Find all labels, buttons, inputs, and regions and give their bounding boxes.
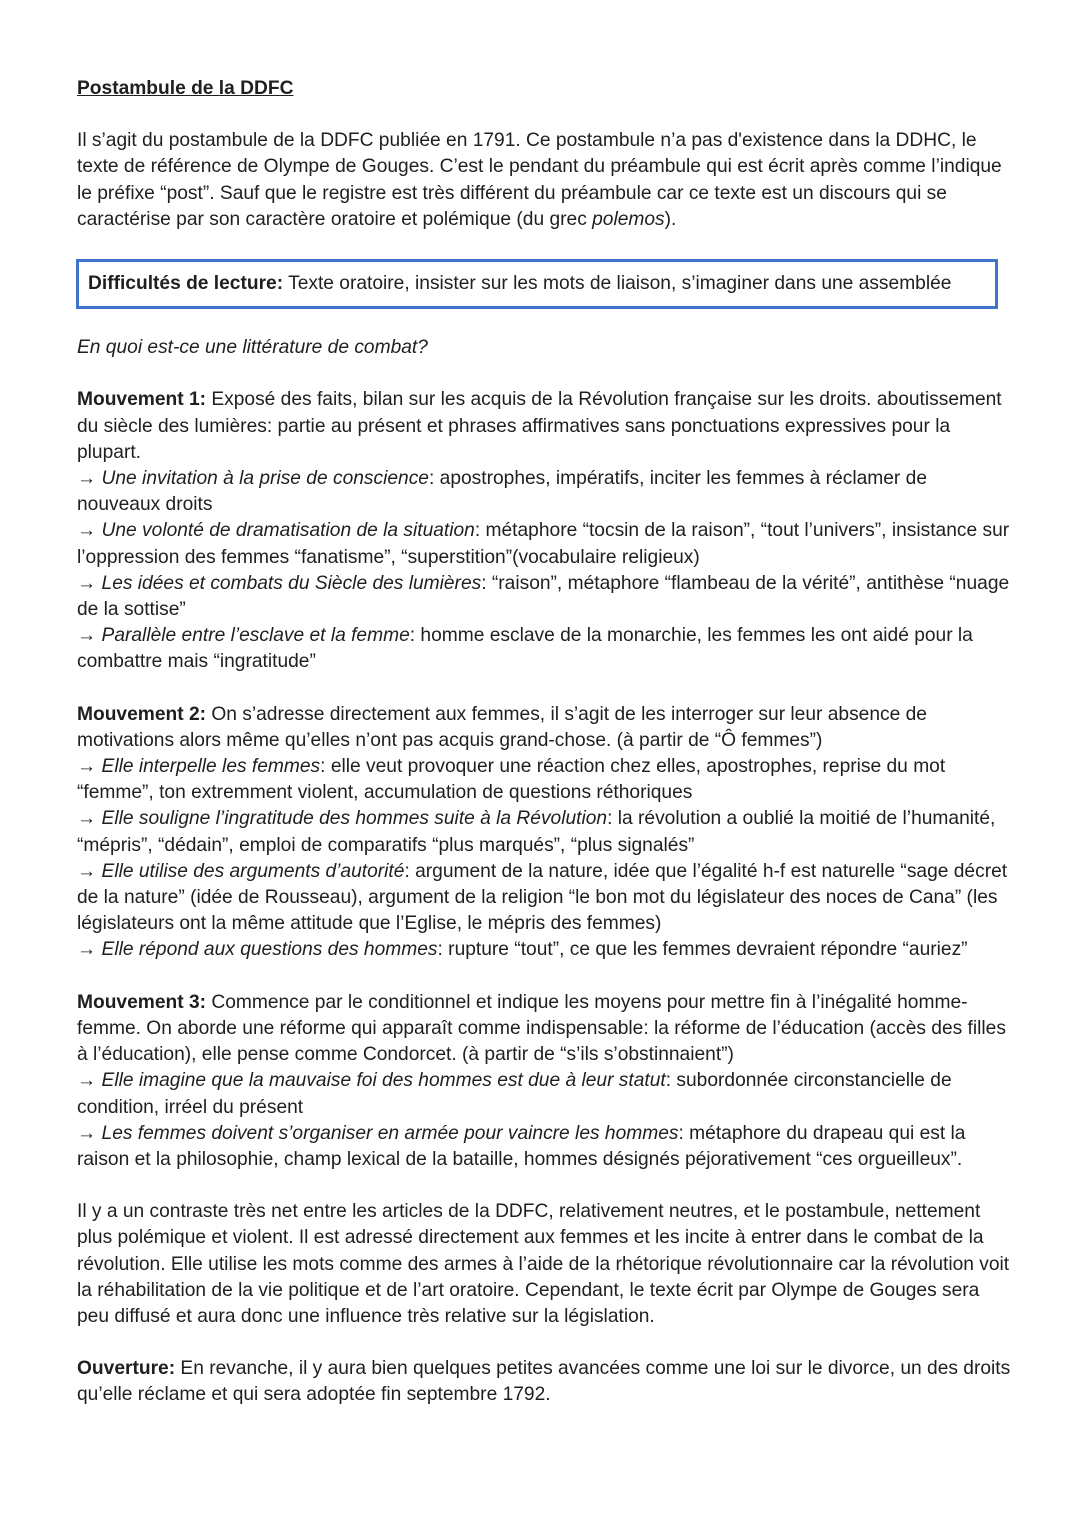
movement-1-item bbox=[77, 571, 1012, 623]
arrow-icon: → bbox=[77, 1122, 102, 1144]
box-label: Difficultés de lecture: bbox=[88, 273, 284, 295]
movement-3-paragraph bbox=[77, 990, 1012, 1069]
problem-question: En quoi est-ce une littérature de combat? bbox=[77, 337, 428, 359]
arrow-icon: → bbox=[77, 939, 102, 961]
arrow-icon: → bbox=[77, 468, 102, 490]
intro-paragraph bbox=[77, 128, 1012, 233]
movement-1-item bbox=[77, 623, 1012, 675]
movement-2-label: Mouvement 2: bbox=[77, 703, 207, 725]
intro-text: Il s’agit du postambule de la DDFC publiée en 1791. Ce postambule n’a pas d'existence dans la DDHC, le texte de référence de Olympe de Gouges. C’est le pendant du préambule qui est écrit après comme l’indique le préfixe “post”. Sauf que le registre est très différent du préambule car ce texte est un discours qui se caractérise par son caractère oratoire et polémique (du grec bbox=[77, 130, 1002, 230]
conclusion-paragraph: Il y a un contraste très net entre les articles de la DDFC, relativement neutres, et le postambule, nettement plus polémique et violent. Il est adressé directement aux femmes et les incite à entrer dans le combat de la révolution. Elle utilise les mots comme des armes à l’aide de la rhétorique révolutionnaire car la révolution voit la réhabilitation de la vie politique et de l’art oratoire. Cependant, le texte écrit par Olympe de Gouges sera peu diffusé et aura donc une influence très relative sur la législation. bbox=[77, 1201, 1010, 1327]
movement-1-item bbox=[77, 518, 1012, 570]
item-text: : la révolution a oublié la moitié de l’humanité, “mépris”, “dédain”, emploi de comparatifs “plus marqués”, “plus signalés” bbox=[77, 808, 996, 856]
ouverture-label: Ouverture: bbox=[77, 1358, 176, 1380]
arrow-icon: → bbox=[77, 1070, 102, 1092]
movement-2-item bbox=[77, 859, 1012, 938]
item-text: : “raison”, métaphore “flambeau de la vérité”, antithèse “nuage de la sottise” bbox=[77, 572, 1010, 621]
arrow-icon: → bbox=[77, 625, 102, 647]
movement-3-item bbox=[77, 1068, 1012, 1120]
page-title: Postambule de la DDFC bbox=[77, 78, 294, 99]
item-emphasis: Elle répond aux questions des hommes bbox=[101, 939, 438, 961]
item-emphasis: Elle imagine que la mauvaise foi des hommes est due à leur statut bbox=[101, 1070, 666, 1092]
arrow-icon: → bbox=[77, 520, 102, 542]
movement-3-label: Mouvement 3: bbox=[77, 991, 207, 1013]
document-body bbox=[77, 76, 1012, 1409]
item-text: : elle veut provoquer une réaction chez elles, apostrophes, reprise du mot “femme”, ton extremment violent, accumulation de questions réthoriques bbox=[77, 756, 946, 804]
movement-2-item bbox=[77, 806, 1012, 858]
item-text: : subordonnée circonstancielle de condition, irréel du présent bbox=[77, 1070, 952, 1118]
arrow-icon: → bbox=[77, 808, 102, 830]
item-text: : apostrophes, impératifs, inciter les femmes à réclamer de nouveaux droits bbox=[77, 468, 927, 516]
item-emphasis: Une volonté de dramatisation de la situation bbox=[101, 520, 475, 542]
movement-1-label: Mouvement 1: bbox=[77, 389, 207, 411]
arrow-icon: → bbox=[77, 756, 102, 778]
movement-1-item bbox=[77, 466, 1012, 518]
box-text: Texte oratoire, insister sur les mots de liaison, s’imaginer dans une assemblée bbox=[283, 273, 952, 295]
movement-2-item bbox=[77, 937, 1012, 963]
item-emphasis: Les femmes doivent s’organiser en armée pour vaincre les hommes bbox=[101, 1122, 679, 1144]
item-emphasis: Elle utilise des arguments d’autorité bbox=[101, 860, 405, 882]
ouverture-paragraph bbox=[77, 1356, 1012, 1408]
arrow-icon: → bbox=[77, 860, 102, 882]
item-emphasis: Elle interpelle les femmes bbox=[101, 756, 321, 778]
item-emphasis: Elle souligne l’ingratitude des hommes suite à la Révolution bbox=[101, 808, 608, 830]
item-text: : métaphore “tocsin de la raison”, “tout l’univers”, insistance sur l’oppression des femmes “fanatisme”, “superstition”(vocabulaire religieux) bbox=[77, 520, 1010, 568]
item-text: : argument de la nature, idée que l’égalité h-f est naturelle “sage décret de la nature” (idée de Rousseau), argument de la religion “le bon mot du législateur des noces de Cana” (les législateurs ont la même attitude que l’Eglise, le mépris des femmes) bbox=[77, 860, 1008, 935]
item-text: : métaphore du drapeau qui est la raison et la philosophie, champ lexical de la bataille, hommes désignés péjorativement “ces orgueilleux”. bbox=[77, 1122, 966, 1170]
intro-end: ). bbox=[664, 208, 677, 230]
movement-3-text: Commence par le conditionnel et indique les moyens pour mettre fin à l’inégalité homme-femme. On aborde une réforme qui apparaît comme indispensable: la réforme de l’éducation (accès des filles à l’éducation), elle pense comme Condorcet. (à partir de “s’ils s’obstinnaient”) bbox=[77, 991, 1006, 1066]
movement-1-text: Exposé des faits, bilan sur les acquis de la Révolution française sur les droits. aboutissement du siècle des lumières: partie au présent et phrases affirmatives sans ponctuations expressives pour la plupart. bbox=[77, 389, 1002, 463]
item-text: : homme esclave de la monarchie, les femmes les ont aidé pour la combattre mais “ingratitude” bbox=[77, 625, 973, 673]
intro-emphasis: polemos bbox=[592, 208, 665, 230]
item-emphasis: Une invitation à la prise de conscience bbox=[101, 468, 429, 490]
movement-2-text: On s’adresse directement aux femmes, il s’agit de les interroger sur leur absence de motivations alors même qu’elles n’ont pas acquis grand-chose. (à partir de “Ô femmes”) bbox=[77, 703, 927, 751]
arrow-icon: → bbox=[77, 572, 102, 594]
movement-2-item bbox=[77, 754, 1012, 806]
item-emphasis: Les idées et combats du Siècle des lumières bbox=[101, 572, 482, 594]
movement-2-paragraph bbox=[77, 702, 1012, 754]
ouverture-text: En revanche, il y aura bien quelques petites avancées comme une loi sur le divorce, un des droits qu’elle réclame et qui sera adoptée fin septembre 1792. bbox=[77, 1358, 1011, 1406]
item-text: : rupture “tout”, ce que les femmes devraient répondre “auriez” bbox=[437, 939, 968, 961]
movement-1-paragraph bbox=[77, 387, 1012, 466]
item-emphasis: Parallèle entre l’esclave et la femme bbox=[101, 625, 410, 647]
reading-difficulties-box bbox=[76, 259, 998, 309]
movement-3-item bbox=[77, 1121, 1012, 1173]
